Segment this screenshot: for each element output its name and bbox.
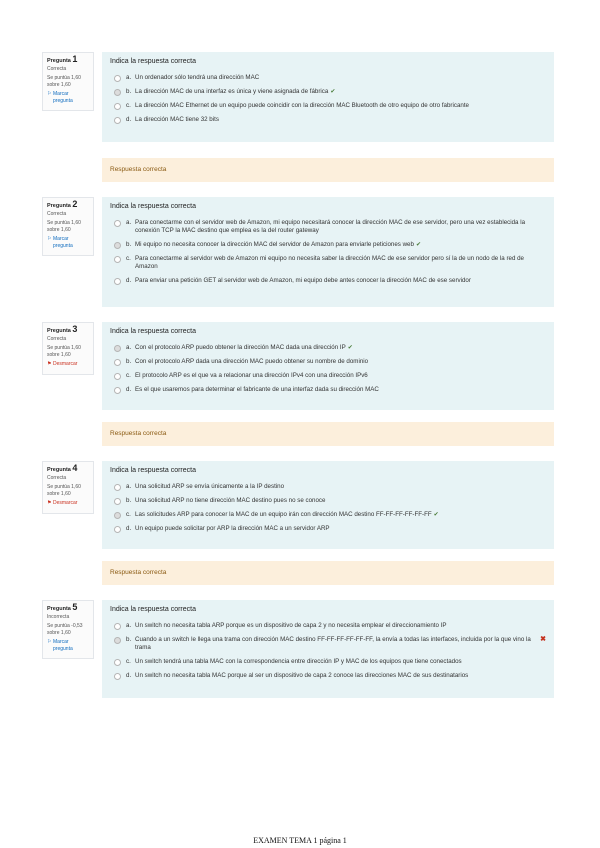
check-icon: ✔	[347, 345, 353, 351]
check-icon: ✔	[330, 89, 336, 95]
question-number: Pregunta 2	[47, 199, 78, 209]
flag-question-button[interactable]: ⚐ Marcar pregunta	[47, 91, 73, 104]
question-info	[42, 461, 94, 514]
answer-option-b[interactable]: b. Cuando a un switch le llega una trama con dirección MAC destino FF-FF-FF-FF-FF-FF, la envía a todas las interfaces, incluida por la que vino la trama ✖	[114, 636, 546, 652]
radio-button[interactable]	[114, 117, 121, 124]
flag-question-button[interactable]: ⚐ Marcar pregunta	[47, 236, 73, 249]
question-text: Indica la respuesta correcta	[110, 328, 196, 335]
radio-button-selected[interactable]	[114, 637, 121, 644]
radio-button[interactable]	[114, 103, 121, 110]
answer-option-b[interactable]: b. Con el protocolo ARP dada una dirección MAC puedo obtener su nombre de dominio	[114, 358, 546, 366]
question-info	[42, 197, 94, 256]
page-footer: EXAMEN TEMA 1 página 1	[253, 836, 347, 845]
radio-button[interactable]	[114, 498, 121, 505]
answer-option-d[interactable]: d. Un switch no necesita tabla MAC porque al ser un dispositivo de capa 2 conoce las direcciones MAC de sus destinatarios	[114, 672, 546, 680]
feedback-box: Respuesta correcta	[102, 561, 554, 585]
question-number: Pregunta 4	[47, 463, 78, 473]
question-number: Pregunta 5	[47, 602, 78, 612]
check-icon: ✔	[415, 242, 421, 248]
feedback-box: Respuesta correcta	[102, 158, 554, 182]
unflag-question-button[interactable]: ⚑ Desmarcar	[47, 361, 78, 367]
question-info	[42, 600, 94, 659]
radio-button[interactable]	[114, 526, 121, 533]
radio-button-selected[interactable]	[114, 242, 121, 249]
radio-button[interactable]	[114, 659, 121, 666]
flag-icon: ⚑	[47, 361, 52, 367]
answer-option-b[interactable]: b. Una solicitud ARP no tiene dirección MAC destino pues no se conoce	[114, 497, 546, 505]
question-formulation	[102, 600, 554, 698]
answer-option-c[interactable]: c. El protocolo ARP es el que va a relacionar una dirección IPv4 con una dirección IPv6	[114, 372, 546, 380]
radio-button[interactable]	[114, 220, 121, 227]
question-text: Indica la respuesta correcta	[110, 58, 196, 65]
flag-outline-icon: ⚐	[47, 236, 52, 242]
question-number: Pregunta 3	[47, 324, 78, 334]
question-grade: Se puntúa 1,60 sobre 1,60	[47, 345, 81, 358]
answer-option-d[interactable]: d. Para enviar una petición GET al servidor web de Amazon, mi equipo debe antes conocer la dirección MAC de ese servidor	[114, 277, 546, 285]
question-grade: Se puntúa 1,60 sobre 1,60	[47, 75, 81, 88]
question-number: Pregunta 1	[47, 54, 78, 64]
answer-option-c[interactable]: c. Un switch tendrá una tabla MAC con la correspondencia entre dirección IP y MAC de los equipos que tiene conectados	[114, 658, 546, 666]
radio-button[interactable]	[114, 623, 121, 630]
question-text: Indica la respuesta correcta	[110, 606, 196, 613]
answer-option-b[interactable]: b. Mi equipo no necesita conocer la dirección MAC del servidor de Amazon para enviarle peticiones web ✔	[114, 241, 546, 249]
answer-option-c[interactable]: c. Las solicitudes ARP para conocer la MAC de un equipo irán con dirección MAC destino FF-FF-FF-FF-FF-FF ✔	[114, 511, 546, 519]
question-state: Incorrecta	[47, 613, 70, 620]
flag-icon: ⚑	[47, 500, 52, 506]
radio-button[interactable]	[114, 484, 121, 491]
answer-option-d[interactable]: d. Un equipo puede solicitar por ARP la dirección MAC a un servidor ARP	[114, 525, 546, 533]
answer-option-a[interactable]: a. Un ordenador sólo tendrá una dirección MAC	[114, 74, 546, 82]
answer-option-a[interactable]: a. Con el protocolo ARP puedo obtener la dirección MAC dada una dirección IP ✔	[114, 344, 546, 352]
radio-button[interactable]	[114, 373, 121, 380]
question-state: Correcta	[47, 335, 67, 342]
radio-button-selected[interactable]	[114, 512, 121, 519]
question-formulation	[102, 322, 554, 410]
answer-option-d[interactable]: d. La dirección MAC tiene 32 bits	[114, 116, 546, 124]
radio-button[interactable]	[114, 359, 121, 366]
radio-button-selected[interactable]	[114, 89, 121, 96]
question-formulation	[102, 461, 554, 549]
unflag-question-button[interactable]: ⚑ Desmarcar	[47, 500, 78, 506]
question-info	[42, 322, 94, 375]
flag-outline-icon: ⚐	[47, 639, 52, 645]
radio-button[interactable]	[114, 673, 121, 680]
answer-option-a[interactable]: a. Para conectarme con el servidor web de Amazon, mi equipo necesitará conocer la dirección MAC de ese servidor, pero una vez establecida la conexión TCP la MAC destino que emplea es la del router gateway	[114, 219, 546, 235]
radio-button[interactable]	[114, 278, 121, 285]
flag-question-button[interactable]: ⚐ Marcar pregunta	[47, 639, 73, 652]
question-formulation	[102, 197, 554, 307]
answer-option-b[interactable]: b. La dirección MAC de una interfaz es única y viene asignada de fábrica ✔	[114, 88, 546, 96]
question-grade: Se puntúa 1,60 sobre 1,60	[47, 484, 81, 497]
question-info	[42, 52, 94, 111]
question-state: Correcta	[47, 210, 67, 217]
radio-button[interactable]	[114, 75, 121, 82]
answer-option-d[interactable]: d. Es el que usaremos para determinar el fabricante de una interfaz dada su dirección MAC	[114, 386, 546, 394]
answer-option-a[interactable]: a. Un switch no necesita tabla ARP porque es un dispositivo de capa 2 y no necesita emplear el direccionamiento IP	[114, 622, 546, 630]
question-state: Correcta	[47, 474, 67, 481]
answer-option-c[interactable]: c. La dirección MAC Ethernet de un equipo puede coincidir con la dirección MAC Bluetooth de otro equipo de otro fabricante	[114, 102, 546, 110]
check-icon: ✔	[433, 512, 439, 518]
answer-option-a[interactable]: a. Una solicitud ARP se envía únicamente a la IP destino	[114, 483, 546, 491]
answer-option-c[interactable]: c. Para conectarme al servidor web de Amazon mi equipo no necesita saber la dirección MAC de ese servidor pero sí la de un nodo de la red de Amazon	[114, 255, 546, 271]
radio-button-selected[interactable]	[114, 345, 121, 352]
question-state: Correcta	[47, 65, 67, 72]
question-text: Indica la respuesta correcta	[110, 203, 196, 210]
question-grade: Se puntúa -0,53 sobre 1,60	[47, 623, 83, 636]
feedback-box: Respuesta correcta	[102, 422, 554, 446]
question-text: Indica la respuesta correcta	[110, 467, 196, 474]
question-grade: Se puntúa 1,60 sobre 1,60	[47, 220, 81, 233]
flag-outline-icon: ⚐	[47, 91, 52, 97]
radio-button[interactable]	[114, 256, 121, 263]
radio-button[interactable]	[114, 387, 121, 394]
question-formulation	[102, 52, 554, 142]
cross-icon: ✖	[540, 636, 546, 643]
